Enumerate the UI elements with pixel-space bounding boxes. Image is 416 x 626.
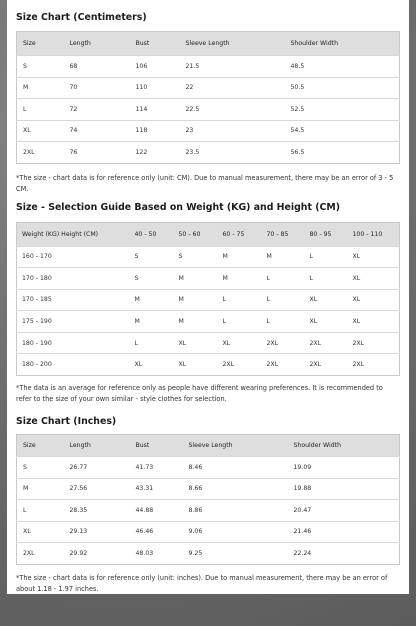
inch-size-table [16, 434, 400, 565]
table-row [17, 246, 400, 268]
table-cell: 76 [69, 148, 78, 156]
inch-chart-title: Size Chart (Inches) [16, 416, 117, 428]
table-cell: 20.47 [288, 500, 400, 522]
table-row [17, 478, 400, 500]
table-row [17, 543, 400, 565]
table-cell: 23 [180, 120, 285, 142]
table-cell: 22.5 [180, 99, 285, 121]
table-row [17, 99, 400, 121]
table-cell: 46.46 [130, 521, 183, 543]
table-row [17, 56, 400, 78]
table-cell: 180 - 200 [22, 361, 52, 369]
table-cell: 22.24 [293, 549, 312, 557]
table-cell: L [262, 268, 305, 290]
table-cell: XL [174, 332, 218, 354]
table-row [17, 268, 400, 290]
column-header: 60 - 75 [218, 222, 262, 246]
table-cell: L [305, 246, 348, 268]
table-cell: 9.25 [188, 549, 203, 557]
table-cell: M [218, 246, 262, 268]
table-cell: 106 [130, 56, 180, 78]
table-cell: 52.5 [285, 99, 400, 121]
column-header: Shoulder Width [285, 32, 400, 56]
column-header: 100 - 110 [348, 222, 400, 246]
table-cell: 54.5 [285, 120, 400, 142]
table-cell: 21.5 [180, 56, 285, 78]
table-cell: 23.5 [185, 148, 200, 156]
table-cell: M [174, 289, 218, 311]
selection-guide-title: Size - Selection Guide Based on Weight (KG) and Height (CM) [16, 201, 340, 213]
column-header: Bust [130, 435, 183, 457]
column-header: Bust [130, 32, 180, 56]
table-cell: XL [134, 361, 143, 369]
table-cell: 70 [64, 77, 130, 99]
table-cell: 2XL [23, 549, 35, 557]
table-cell: 2XL [262, 332, 305, 354]
table-cell: 122 [135, 148, 148, 156]
table-row [17, 457, 400, 479]
column-header: Length [64, 32, 130, 56]
inch-chart-note: *The size - chart data is for reference only (unit: inches). Due to manual measurement, there may be an error of about 1.18 - 1.97 inches. [16, 573, 388, 593]
table-cell: XL [17, 521, 64, 543]
column-header: 50 - 60 [174, 222, 218, 246]
table-cell: M [17, 77, 64, 99]
table-cell: 170 - 185 [17, 289, 130, 311]
table-cell: XL [178, 361, 187, 369]
table-cell: 170 - 180 [17, 268, 130, 290]
table-cell: XL [348, 268, 400, 290]
table-cell: 175 - 190 [17, 311, 130, 333]
table-row [17, 332, 400, 354]
table-cell: M [17, 478, 64, 500]
table-row [17, 289, 400, 311]
column-header: 40 - 50 [130, 222, 174, 246]
table-cell: 118 [130, 120, 180, 142]
column-header: 80 - 95 [305, 222, 348, 246]
table-cell: 27.56 [64, 478, 130, 500]
table-cell: 2XL [222, 361, 235, 369]
table-cell: 19.88 [288, 478, 400, 500]
table-row [17, 500, 400, 522]
table-cell: XL [305, 311, 348, 333]
table-cell: M [174, 268, 218, 290]
table-cell: 41.73 [130, 457, 183, 479]
table-cell: 48.03 [135, 549, 154, 557]
table-cell: 56.5 [290, 148, 305, 156]
table-cell: 19.09 [288, 457, 400, 479]
table-cell: S [130, 246, 174, 268]
table-cell: XL [218, 332, 262, 354]
selection-guide-note: *The data is an average for reference only as people have different wearing preferences. It is recommended to refer to the size of your own similar - style clothes for selection. [16, 384, 383, 404]
table-cell: M [262, 246, 305, 268]
table-cell: 114 [130, 99, 180, 121]
column-header: Length [64, 435, 130, 457]
table-cell: L [305, 268, 348, 290]
table-cell: XL [348, 246, 400, 268]
table-cell: 2XL [348, 332, 400, 354]
table-cell: 2XL [309, 361, 322, 369]
table-cell: 72 [64, 99, 130, 121]
table-cell: 50.5 [285, 77, 400, 99]
table-cell: 160 - 170 [17, 246, 130, 268]
table-row [17, 120, 400, 142]
table-cell: 8.66 [183, 478, 288, 500]
table-cell: M [174, 311, 218, 333]
table-row [17, 311, 400, 333]
column-header: Sleeve Length [180, 32, 285, 56]
table-cell: S [17, 56, 64, 78]
table-cell: L [262, 289, 305, 311]
table-cell: 43.31 [130, 478, 183, 500]
table-cell: 110 [130, 77, 180, 99]
size-chart-sheet [7, 0, 409, 594]
table-cell: S [174, 246, 218, 268]
table-cell: 2XL [352, 361, 365, 369]
table-header-row [17, 32, 400, 56]
table-cell: 68 [64, 56, 130, 78]
table-cell: M [218, 268, 262, 290]
table-row [17, 142, 400, 164]
table-row [17, 354, 400, 376]
table-cell: 2XL [23, 148, 35, 156]
table-cell: 74 [64, 120, 130, 142]
table-cell: 2XL [305, 332, 348, 354]
column-header: Weight (KG) Height (CM) [17, 222, 130, 246]
table-cell: XL [17, 120, 64, 142]
column-header: Size [17, 435, 64, 457]
table-cell: XL [305, 289, 348, 311]
table-cell: L [17, 99, 64, 121]
table-header-row [17, 435, 400, 457]
table-cell: 2XL [266, 361, 279, 369]
table-header-row [17, 222, 400, 246]
table-cell: S [130, 268, 174, 290]
table-cell: 180 - 190 [17, 332, 130, 354]
table-cell: 44.88 [130, 500, 183, 522]
table-cell: 8.46 [183, 457, 288, 479]
table-cell: M [130, 289, 174, 311]
column-header: Shoulder Width [288, 435, 400, 457]
table-cell: 22 [180, 77, 285, 99]
table-cell: 29.92 [69, 549, 88, 557]
column-header: 70 - 85 [262, 222, 305, 246]
table-cell: L [218, 311, 262, 333]
table-cell: 28.35 [64, 500, 130, 522]
column-header: Sleeve Length [183, 435, 288, 457]
cm-chart-title: Size Chart (Centimeters) [16, 12, 147, 23]
column-header: Size [17, 32, 64, 56]
table-cell: 9.06 [183, 521, 288, 543]
cm-chart-note: *The size - chart data is for reference only (unit: CM). Due to manual measurement, there may be an error of 3 - 5 CM. [16, 173, 394, 193]
table-cell: 21.46 [288, 521, 400, 543]
cm-size-table [16, 31, 400, 164]
table-cell: XL [348, 289, 400, 311]
table-cell: XL [348, 311, 400, 333]
table-row [17, 521, 400, 543]
table-cell: L [130, 332, 174, 354]
table-cell: L [218, 289, 262, 311]
table-cell: L [17, 500, 64, 522]
table-cell: M [130, 311, 174, 333]
selection-guide-table [16, 222, 400, 377]
table-cell: 26.77 [64, 457, 130, 479]
table-cell: 29.13 [64, 521, 130, 543]
table-cell: 8.86 [183, 500, 288, 522]
table-cell: L [262, 311, 305, 333]
table-cell: 48.5 [285, 56, 400, 78]
table-cell: S [17, 457, 64, 479]
table-row [17, 77, 400, 99]
